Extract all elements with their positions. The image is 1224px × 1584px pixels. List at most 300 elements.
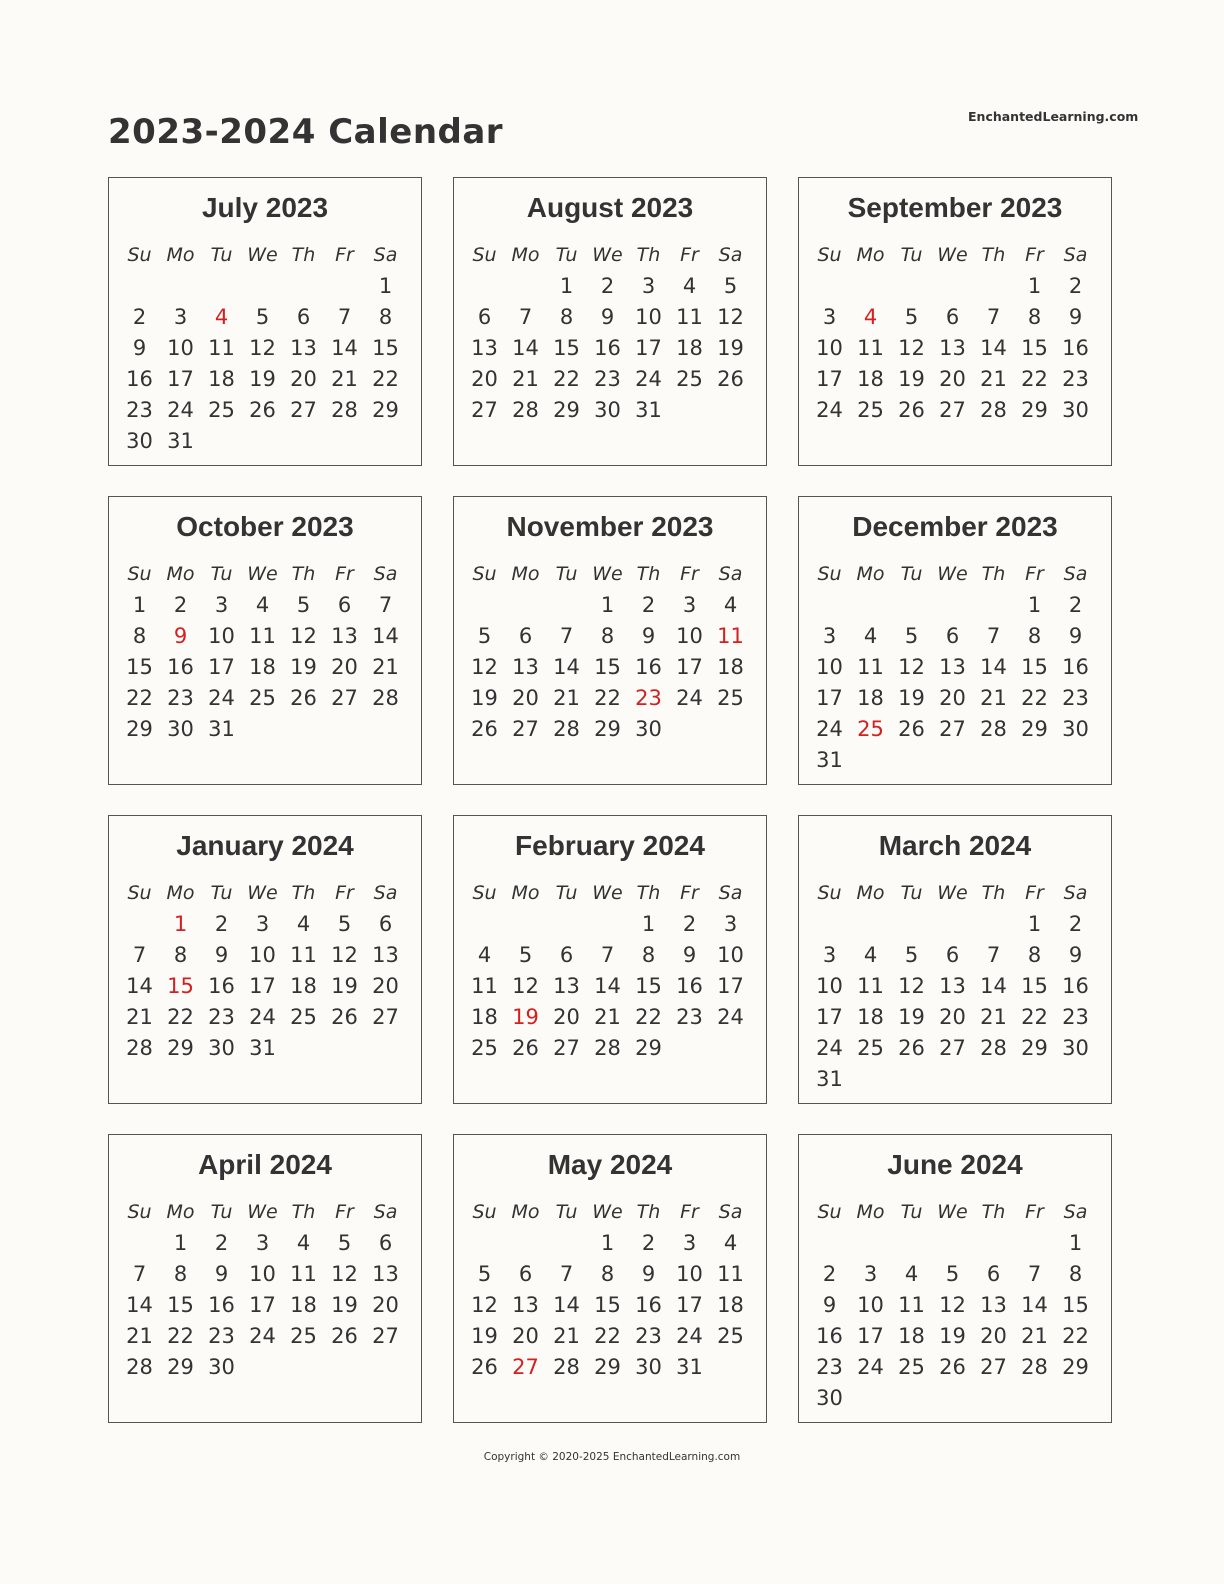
day-cell: 19 (249, 367, 276, 391)
day-cell: 12 (471, 655, 498, 679)
weekday-header: Mo (511, 882, 540, 904)
day-cell: 25 (717, 686, 744, 710)
day-cell: 6 (559, 943, 574, 967)
day-cell: 11 (249, 624, 276, 648)
day-cell: 14 (980, 655, 1007, 679)
empty-cell (464, 590, 505, 621)
day-cell: 12 (471, 1293, 498, 1317)
empty-cell (119, 1228, 160, 1259)
day-cell: 13 (980, 1293, 1007, 1317)
day-cell: 4 (723, 1231, 738, 1255)
day-cell: 3 (214, 593, 229, 617)
days-grid (119, 878, 406, 1064)
day-cell: 7 (986, 943, 1001, 967)
day-cell: 24 (816, 1036, 843, 1060)
day-cell: 16 (208, 974, 235, 998)
weekday-header: Su (472, 244, 497, 266)
day-cell: 26 (898, 398, 925, 422)
weekday-header: Tu (900, 1201, 923, 1223)
weekday-header: Tu (210, 244, 233, 266)
day-cell: 19 (290, 655, 317, 679)
day-cell: 23 (126, 398, 153, 422)
weekday-header: Mo (856, 1201, 885, 1223)
day-cell: 4 (863, 943, 878, 967)
empty-cell (505, 271, 546, 302)
month-title: March 2024 (878, 830, 1032, 861)
day-cell: 21 (512, 367, 539, 391)
day-cell: 25 (717, 1324, 744, 1348)
day-cell: 25 (290, 1324, 317, 1348)
day-cell: 28 (1021, 1355, 1048, 1379)
day-cell: 1 (1027, 593, 1042, 617)
day-cell: 13 (512, 1293, 539, 1317)
weekday-header: Fr (335, 244, 354, 266)
day-cell: 26 (898, 717, 925, 741)
day-cell: 21 (553, 1324, 580, 1348)
day-cell: 1 (378, 274, 393, 298)
empty-cell (809, 909, 850, 940)
day-cell: 10 (249, 943, 276, 967)
day-cell: 11 (676, 305, 703, 329)
day-cell: 7 (337, 305, 352, 329)
day-cell: 20 (553, 1005, 580, 1029)
day-cell: 2 (1068, 274, 1083, 298)
day-cell: 30 (635, 717, 662, 741)
weekday-header: We (592, 244, 623, 266)
day-cell: 24 (249, 1324, 276, 1348)
day-cell: 17 (249, 1293, 276, 1317)
day-cell: 12 (717, 305, 744, 329)
day-cell: 31 (167, 429, 194, 453)
empty-cell (809, 1228, 850, 1259)
day-cell: 24 (857, 1355, 884, 1379)
day-cell: 23 (635, 1324, 662, 1348)
day-cell: 11 (857, 655, 884, 679)
day-cell: 18 (208, 367, 235, 391)
day-cell: 14 (126, 974, 153, 998)
empty-cell (891, 1228, 932, 1259)
weekday-header: Fr (1025, 1201, 1044, 1223)
day-cell: 10 (208, 624, 235, 648)
day-cell: 11 (717, 1262, 744, 1286)
day-cell: 18 (249, 655, 276, 679)
day-cell: 2 (641, 1231, 656, 1255)
weekday-header: Fr (680, 1201, 699, 1223)
day-cell: 14 (553, 655, 580, 679)
days-grid (464, 878, 751, 1064)
day-cell: 24 (676, 686, 703, 710)
day-cell: 22 (1021, 367, 1048, 391)
empty-cell (464, 1228, 505, 1259)
weekday-header: Th (981, 244, 1006, 266)
month-calendar (453, 496, 767, 785)
weekday-header: Su (127, 1201, 152, 1223)
day-cell: 17 (676, 655, 703, 679)
day-cell: 10 (676, 624, 703, 648)
day-cell: 20 (939, 1005, 966, 1029)
month-title: April 2024 (198, 1149, 332, 1180)
empty-cell (891, 590, 932, 621)
weekday-header: Tu (900, 563, 923, 585)
weekday-header: We (592, 563, 623, 585)
empty-cell (119, 909, 160, 940)
day-cell: 22 (594, 686, 621, 710)
day-cell: 21 (980, 686, 1007, 710)
weekday-header: Su (127, 882, 152, 904)
month-calendar (453, 1134, 767, 1423)
weekday-header: Sa (718, 882, 743, 904)
day-cell: 18 (290, 1293, 317, 1317)
weekday-header: Sa (718, 244, 743, 266)
day-cell: 19 (331, 1293, 358, 1317)
weekday-header: Tu (555, 1201, 578, 1223)
day-cell: 24 (167, 398, 194, 422)
weekday-header: Sa (373, 1201, 398, 1223)
weekday-header: Th (636, 882, 661, 904)
day-cell: 3 (255, 1231, 270, 1255)
day-cell: 18 (898, 1324, 925, 1348)
weekday-header: Mo (856, 244, 885, 266)
weekday-header: Th (291, 563, 316, 585)
weekday-header: Mo (856, 563, 885, 585)
weekday-header: Fr (1025, 563, 1044, 585)
day-cell: 17 (676, 1293, 703, 1317)
day-cell: 27 (939, 1036, 966, 1060)
day-cell: 2 (173, 593, 188, 617)
day-cell: 17 (717, 974, 744, 998)
day-cell: 11 (898, 1293, 925, 1317)
day-cell: 14 (1021, 1293, 1048, 1317)
day-cell: 11 (290, 943, 317, 967)
day-cell: 4 (477, 943, 492, 967)
day-cell: 20 (372, 974, 399, 998)
day-cell: 23 (816, 1355, 843, 1379)
day-cell: 26 (471, 717, 498, 741)
empty-cell (850, 909, 891, 940)
empty-cell (932, 271, 973, 302)
day-cell: 27 (331, 686, 358, 710)
weekday-header: We (247, 1201, 278, 1223)
month-calendar (108, 496, 422, 785)
day-cell: 12 (290, 624, 317, 648)
day-cell: 8 (1027, 305, 1042, 329)
day-cell: 2 (822, 1262, 837, 1286)
empty-cell (119, 271, 160, 302)
day-cell: 29 (553, 398, 580, 422)
day-cell: 27 (553, 1036, 580, 1060)
holiday-day-cell: 4 (863, 305, 878, 329)
weekday-header: Sa (718, 563, 743, 585)
weekday-header: Th (291, 882, 316, 904)
empty-cell (464, 909, 505, 940)
empty-cell (932, 590, 973, 621)
day-cell: 21 (331, 367, 358, 391)
day-cell: 21 (594, 1005, 621, 1029)
day-cell: 2 (214, 1231, 229, 1255)
day-cell: 17 (635, 336, 662, 360)
empty-cell (546, 590, 587, 621)
day-cell: 19 (717, 336, 744, 360)
day-cell: 3 (723, 912, 738, 936)
empty-cell (546, 909, 587, 940)
day-cell: 10 (816, 655, 843, 679)
day-cell: 17 (816, 367, 843, 391)
day-cell: 23 (594, 367, 621, 391)
day-cell: 15 (594, 655, 621, 679)
day-cell: 15 (553, 336, 580, 360)
day-cell: 24 (635, 367, 662, 391)
day-cell: 12 (331, 943, 358, 967)
day-cell: 17 (857, 1324, 884, 1348)
day-cell: 16 (1062, 336, 1089, 360)
empty-cell (1014, 1228, 1055, 1259)
weekday-header: We (937, 563, 968, 585)
day-cell: 11 (290, 1262, 317, 1286)
weekday-header: Th (636, 563, 661, 585)
month-title: July 2023 (201, 192, 329, 223)
weekday-header: Mo (511, 244, 540, 266)
day-cell: 10 (816, 974, 843, 998)
day-cell: 19 (898, 686, 925, 710)
day-cell: 13 (290, 336, 317, 360)
day-cell: 14 (512, 336, 539, 360)
day-cell: 1 (600, 1231, 615, 1255)
day-cell: 16 (635, 1293, 662, 1317)
day-cell: 25 (898, 1355, 925, 1379)
holiday-day-cell: 9 (173, 624, 188, 648)
day-cell: 15 (594, 1293, 621, 1317)
day-cell: 8 (173, 943, 188, 967)
day-cell: 20 (512, 686, 539, 710)
day-cell: 3 (641, 274, 656, 298)
day-cell: 25 (857, 398, 884, 422)
day-cell: 5 (296, 593, 311, 617)
day-cell: 11 (471, 974, 498, 998)
day-cell: 1 (1068, 1231, 1083, 1255)
day-cell: 17 (167, 367, 194, 391)
day-cell: 1 (641, 912, 656, 936)
day-cell: 18 (717, 1293, 744, 1317)
day-cell: 20 (471, 367, 498, 391)
weekday-header: Fr (335, 882, 354, 904)
day-cell: 28 (126, 1355, 153, 1379)
day-cell: 16 (676, 974, 703, 998)
day-cell: 18 (717, 655, 744, 679)
day-cell: 10 (816, 336, 843, 360)
weekday-header: We (937, 244, 968, 266)
weekday-header: Mo (511, 563, 540, 585)
day-cell: 3 (682, 593, 697, 617)
day-cell: 22 (1062, 1324, 1089, 1348)
day-cell: 26 (290, 686, 317, 710)
empty-cell (242, 271, 283, 302)
day-cell: 13 (939, 336, 966, 360)
day-cell: 22 (1021, 686, 1048, 710)
day-cell: 1 (1027, 274, 1042, 298)
empty-cell (973, 1228, 1014, 1259)
empty-cell (850, 1228, 891, 1259)
day-cell: 6 (986, 1262, 1001, 1286)
weekday-header: Th (981, 1201, 1006, 1223)
day-cell: 2 (214, 912, 229, 936)
day-cell: 30 (167, 717, 194, 741)
day-cell: 1 (559, 274, 574, 298)
weekday-header: Sa (373, 882, 398, 904)
day-cell: 23 (1062, 686, 1089, 710)
day-cell: 9 (1068, 305, 1083, 329)
day-cell: 14 (553, 1293, 580, 1317)
weekday-header: Fr (335, 563, 354, 585)
day-cell: 30 (208, 1036, 235, 1060)
day-cell: 22 (167, 1324, 194, 1348)
day-cell: 25 (290, 1005, 317, 1029)
day-cell: 19 (331, 974, 358, 998)
day-cell: 7 (132, 1262, 147, 1286)
weekday-header: Sa (1063, 563, 1088, 585)
day-cell: 1 (600, 593, 615, 617)
days-grid (464, 559, 751, 745)
holiday-day-cell: 27 (512, 1355, 539, 1379)
empty-cell (973, 909, 1014, 940)
day-cell: 22 (126, 686, 153, 710)
day-cell: 31 (676, 1355, 703, 1379)
empty-cell (546, 1228, 587, 1259)
day-cell: 18 (676, 336, 703, 360)
empty-cell (505, 1228, 546, 1259)
day-cell: 21 (126, 1005, 153, 1029)
days-grid (809, 878, 1096, 1095)
day-cell: 2 (600, 274, 615, 298)
day-cell: 25 (857, 1036, 884, 1060)
empty-cell (505, 590, 546, 621)
month-title: February 2024 (515, 830, 705, 861)
day-cell: 20 (331, 655, 358, 679)
weekday-header: Th (981, 563, 1006, 585)
day-cell: 7 (518, 305, 533, 329)
month-calendar (798, 177, 1112, 466)
weekday-header: Tu (900, 244, 923, 266)
day-cell: 5 (904, 305, 919, 329)
site-name: EnchantedLearning.com (968, 109, 1139, 124)
weekday-header: Sa (1063, 882, 1088, 904)
days-grid (809, 559, 1096, 776)
day-cell: 28 (512, 398, 539, 422)
weekday-header: Tu (555, 244, 578, 266)
day-cell: 14 (372, 624, 399, 648)
weekday-header: Su (472, 882, 497, 904)
day-cell: 23 (208, 1324, 235, 1348)
day-cell: 29 (126, 717, 153, 741)
day-cell: 1 (132, 593, 147, 617)
weekday-header: Su (817, 1201, 842, 1223)
holiday-day-cell: 19 (512, 1005, 539, 1029)
day-cell: 4 (296, 912, 311, 936)
day-cell: 29 (167, 1036, 194, 1060)
day-cell: 20 (980, 1324, 1007, 1348)
weekday-header: Sa (373, 244, 398, 266)
page-title: 2023-2024 Calendar (108, 112, 504, 152)
day-cell: 18 (290, 974, 317, 998)
month-title: September 2023 (847, 192, 1063, 223)
day-cell: 10 (249, 1262, 276, 1286)
day-cell: 28 (980, 398, 1007, 422)
day-cell: 26 (249, 398, 276, 422)
day-cell: 12 (939, 1293, 966, 1317)
day-cell: 8 (173, 1262, 188, 1286)
days-grid (119, 559, 406, 745)
weekday-header: We (247, 563, 278, 585)
day-cell: 17 (208, 655, 235, 679)
month-calendar (798, 815, 1112, 1104)
day-cell: 15 (635, 974, 662, 998)
day-cell: 20 (512, 1324, 539, 1348)
day-cell: 25 (676, 367, 703, 391)
day-cell: 20 (372, 1293, 399, 1317)
day-cell: 28 (553, 1355, 580, 1379)
day-cell: 27 (372, 1005, 399, 1029)
weekday-header: We (247, 882, 278, 904)
day-cell: 4 (296, 1231, 311, 1255)
holiday-day-cell: 23 (635, 686, 662, 710)
empty-cell (891, 271, 932, 302)
day-cell: 20 (939, 367, 966, 391)
day-cell: 13 (331, 624, 358, 648)
day-cell: 6 (945, 624, 960, 648)
weekday-header: Tu (555, 882, 578, 904)
day-cell: 28 (980, 717, 1007, 741)
month-title: June 2024 (887, 1149, 1023, 1180)
day-cell: 30 (816, 1386, 843, 1410)
empty-cell (850, 590, 891, 621)
day-cell: 11 (857, 974, 884, 998)
day-cell: 22 (372, 367, 399, 391)
day-cell: 8 (1068, 1262, 1083, 1286)
weekday-header: Th (636, 1201, 661, 1223)
weekday-header: Sa (373, 563, 398, 585)
empty-cell (932, 1228, 973, 1259)
day-cell: 13 (372, 943, 399, 967)
day-cell: 12 (898, 655, 925, 679)
month-title: October 2023 (176, 511, 354, 542)
day-cell: 21 (980, 367, 1007, 391)
day-cell: 30 (1062, 398, 1089, 422)
day-cell: 31 (816, 1067, 843, 1091)
day-cell: 15 (1021, 974, 1048, 998)
day-cell: 16 (1062, 655, 1089, 679)
day-cell: 4 (682, 274, 697, 298)
day-cell: 15 (372, 336, 399, 360)
day-cell: 28 (594, 1036, 621, 1060)
day-cell: 19 (471, 686, 498, 710)
day-cell: 30 (635, 1355, 662, 1379)
day-cell: 7 (559, 1262, 574, 1286)
days-grid (464, 240, 751, 426)
day-cell: 2 (1068, 912, 1083, 936)
day-cell: 8 (1027, 943, 1042, 967)
day-cell: 9 (214, 943, 229, 967)
weekday-header: Fr (1025, 244, 1044, 266)
weekday-header: Sa (718, 1201, 743, 1223)
month-title: January 2024 (176, 830, 354, 861)
holiday-day-cell: 25 (857, 717, 884, 741)
day-cell: 13 (471, 336, 498, 360)
holiday-day-cell: 1 (173, 912, 188, 936)
day-cell: 29 (1021, 1036, 1048, 1060)
day-cell: 14 (980, 336, 1007, 360)
day-cell: 16 (1062, 974, 1089, 998)
day-cell: 23 (1062, 1005, 1089, 1029)
day-cell: 9 (132, 336, 147, 360)
